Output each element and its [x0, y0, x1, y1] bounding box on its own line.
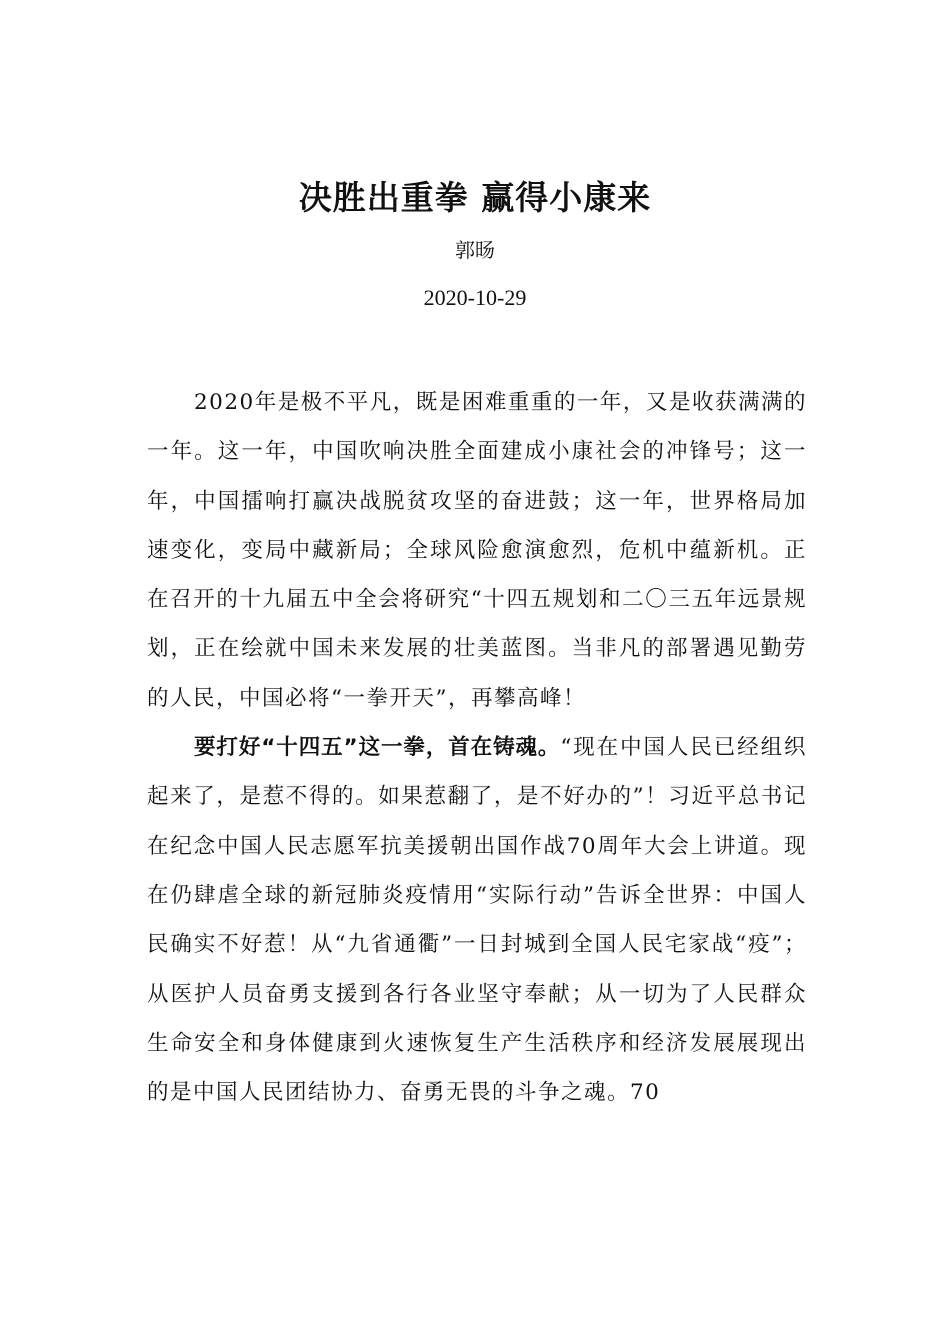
document-author: 郭旸: [455, 238, 495, 262]
paragraph-soul-text: “现在中国人民已经组织起来了，是惹不得的。如果惹翻了，是不好办的”！习近平总书记在纪念中国人民志愿军抗美援朝出国作战70周年大会上讲道。现在仍肆虐全球的新冠肺炎疫情用“实际行动”告诉全世界：中国人民确实不好惹！从“九省通衢”一日封城到全国人民宅家战“疫”；从医护人员奋勇支援到各行各业坚守奉献；从一切为了人民群众生命安全和身体健康到火速恢复生产生活秩序和经济发展展现出的是中国人民团结协力、奋勇无畏的斗争之魂。70: [147, 735, 807, 1106]
paragraph-intro-text: 2020年是极不平凡，既是困难重重的一年，又是收获满满的一年。这一年，中国吹响决胜全面建成小康社会的冲锋号；这一年，中国擂响打赢决战脱贫攻坚的奋进鼓；这一年，世界格局加速变化，变局中藏新局；全球风险愈演愈烈，危机中蕴新机。正在召开的十九届五中全会将研究“十四五规划和二〇三五年远景规划，正在绘就中国未来发展的壮美蓝图。当非凡的部署遇见勤劳的人民，中国必将“一拳开天”，再攀高峰！: [147, 390, 807, 711]
paragraph-soul-lead: 要打好“十四五”这一拳，首在铸魂。: [194, 735, 561, 761]
paragraph-intro: [147, 378, 807, 723]
document-date: 2020-10-29: [423, 285, 527, 310]
paragraph-soul: [147, 723, 807, 1117]
document-title: 决胜出重拳 赢得小康来: [298, 178, 652, 217]
document-body: [147, 378, 807, 1117]
